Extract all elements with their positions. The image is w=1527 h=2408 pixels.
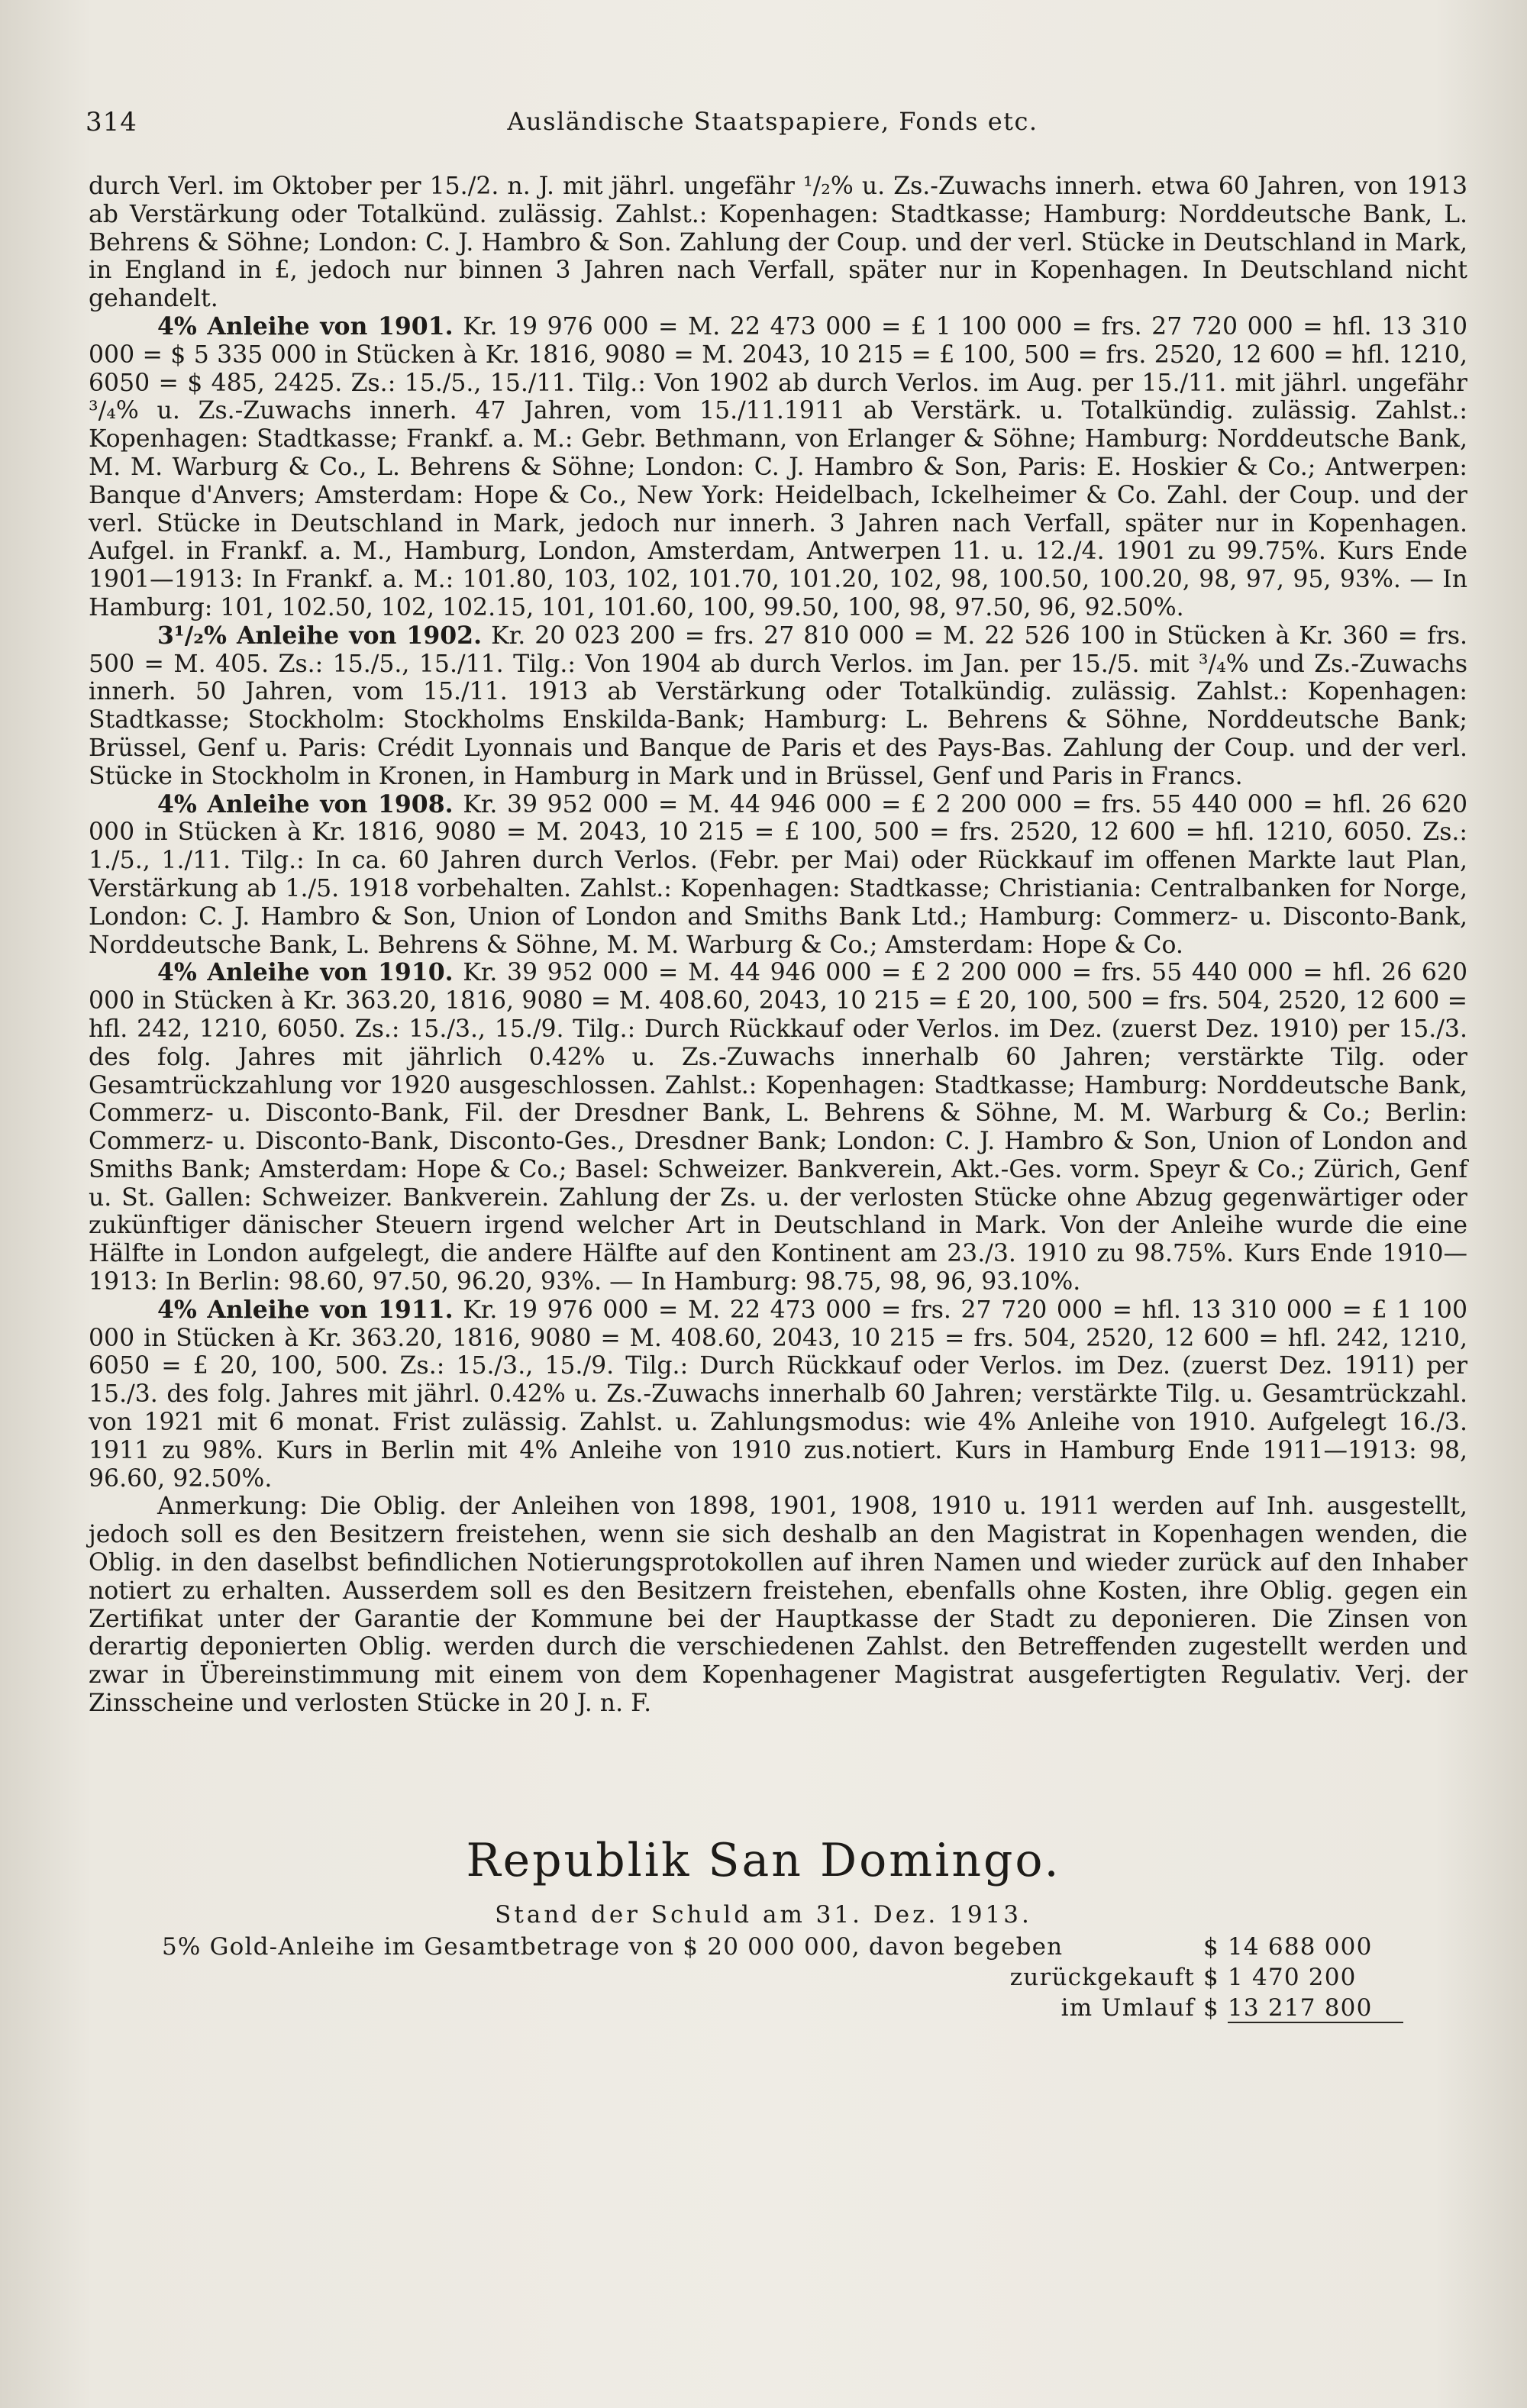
loan-1908-heading: 4% Anleihe von 1908. (157, 789, 454, 818)
loan-1911-text: Kr. 19 976 000 = M. 22 473 000 = frs. 27 720 000 = hfl. 13 310 000 = £ 1 100 000 in Stücken à Kr. 363.20, 1816, 9080 = M. 408.60, 2043, 10 215 = frs. 504, 2520, 12 600 = hfl. 242, 1210, 6050 = £ 20, 100, 500. Zs.: 15./3., 15./9. Tilg.: Durch Rückkauf oder Verlos. im Dez. (zuerst Dez. 1911) per 15./3. des folg. Jahres mit jährl. 0.42% u. Zs.-Zuwachs innerhalb 60 Jahren; verstärkte Tilg. u. Gesamtrückzahl. von 1921 mit 6 monat. Frist zulässig. Zahlst. u. Zahlungsmodus: wie 4% Anleihe von 1910. Aufgelegt 16./3. 1911 zu 98%. Kurs in Berlin mit 4% Anleihe von 1910 zus.notiert. Kurs in Hamburg Ende 1911—1913: 98, 96.60, 92.50%. (89, 1296, 1467, 1493)
ledger-row-repurchased (1010, 1964, 1403, 1991)
loan-1908-text: Kr. 39 952 000 = M. 44 946 000 = £ 2 200 000 = frs. 55 440 000 = hfl. 26 620 000 in Stücken à Kr. 1816, 9080 = M. 2043, 10 215 = £ 100, 500 = frs. 2520, 12 600 = hfl. 1210, 6050. Zs.: 1./5., 1./11. Tilg.: In ca. 60 Jahren durch Verlos. (Febr. per Mai) oder Rückkauf im offenen Markte laut Plan, Verstärkung ab 1./5. 1918 vorbehalten. Zahlst.: Kopenhagen: Stadtkasse; Christiania: Centralbanken for Norge, London: C. J. Hambro & Son, Union of London and Smiths Bank Ltd.; Hamburg: Commerz- u. Disconto-Bank, Norddeutsche Bank, L. Behrens & Söhne, M. M. Warburg & Co.; Amsterdam: Hope & Co. (89, 790, 1467, 959)
loan-1901-paragraph (89, 313, 1467, 622)
gold-loan-line: 5% Gold-Anleihe im Gesamtbetrage von $ 20 000 000, davon begeben (162, 1933, 1064, 1961)
running-title: Ausländische Staatspapiere, Fonds etc. (507, 107, 1038, 136)
ledger-amount: 13 217 800 (1228, 1994, 1403, 2023)
loan-1910-paragraph (89, 959, 1467, 1296)
ledger-currency: $ (1203, 1933, 1219, 1961)
loan-1902-paragraph (89, 622, 1467, 791)
section-title: Republik San Domingo. (466, 1834, 1061, 1887)
ledger-row-outstanding (1061, 1994, 1403, 2023)
loan-1902-heading: 3¹/₂% Anleihe von 1902. (157, 621, 483, 650)
loan-1908-paragraph (89, 791, 1467, 960)
loan-1911-heading: 4% Anleihe von 1911. (157, 1295, 454, 1324)
remark-paragraph: Anmerkung: Die Oblig. der Anleihen von 1898, 1901, 1908, 1910 u. 1911 werden auf Inh. ausgestellt, jedoch soll es den Besitzern freistehen, wenn sie sich deshalb an den Magistrat in Kopenhagen wenden, die Oblig. in den daselbst befindlichen Notierungsprotokollen auf ihren Namen und wieder zurück auf den Inhaber notiert zu erhalten. Ausserdem soll es den Besitzern freistehen, ebenfalls ohne Kosten, ihre Oblig. gegen ein Zertifikat unter der Garantie der Kommune bei der Hauptkasse der Stadt zu deponieren. Die Zinsen von derartig deponierten Oblig. werden durch die verschiedenen Zahlst. den Betreffenden zugestellt werden und zwar in Übereinstimmung mit einem von dem Kopenhagener Magistrat ausgefertigten Regulativ. Verj. der Zinsscheine und verlosten Stücke in 20 J. n. F. (89, 1493, 1467, 1718)
loan-1902-text: Kr. 20 023 200 = frs. 27 810 000 = M. 22 526 100 in Stücken à Kr. 360 = frs. 500 = M. 405. Zs.: 15./5., 15./11. Tilg.: Von 1904 ab durch Verlos. im Jan. per 15./5. mit ³/₄% und Zs.-Zuwachs innerh. 50 Jahren, vom 15./11. 1913 ab Verstärkung oder Totalkündig. zulässig. Zahlst.: Kopenhagen: Stadtkasse; Stockholm: Stockholms Enskilda-Bank; Hamburg: L. Behrens & Söhne, Norddeutsche Bank; Brüssel, Genf u. Paris: Crédit Lyonnais und Banque de Paris et des Pays-Bas. Zahlung der Coup. und der verl. Stücke in Stockholm in Kronen, in Hamburg in Mark und in Brüssel, Genf und Paris in Francs. (89, 621, 1467, 790)
page-header (86, 107, 1460, 153)
ledger-currency: $ (1203, 1964, 1219, 1991)
intro-paragraph: durch Verl. im Oktober per 15./2. n. J. mit jährl. ungefähr ¹/₂% u. Zs.-Zuwachs innerh. etwa 60 Jahren, von 1913 ab Verstärkung oder Totalkünd. zulässig. Zahlst.: Kopenhagen: Stadtkasse; Hamburg: Norddeutsche Bank, L. Behrens & Söhne; London: C. J. Hambro & Son. Zahlung der Coup. und der verl. Stücke in Deutschland in Mark, in England in £, jedoch nur binnen 3 Jahren nach Verfall, später nur in Kopenhagen. In Deutschland nicht gehandelt. (89, 173, 1467, 313)
ledger-amount: 1 470 200 (1228, 1964, 1357, 1991)
ledger-label: zurückgekauft (1009, 1964, 1195, 1991)
ledger-label: im Umlauf (1061, 1994, 1195, 2022)
ledger-amount: 14 688 000 (1228, 1933, 1373, 1961)
page-number: 314 (86, 107, 137, 137)
section-subtitle: Stand der Schuld am 31. Dez. 1913. (495, 1901, 1032, 1929)
main-text (89, 173, 1467, 1718)
loan-1901-heading: 4% Anleihe von 1901. (157, 311, 454, 341)
loan-1910-heading: 4% Anleihe von 1910. (157, 958, 454, 987)
ledger-row-issued (1203, 1933, 1403, 1961)
loan-1910-text: Kr. 39 952 000 = M. 44 946 000 = £ 2 200 000 = frs. 55 440 000 = hfl. 26 620 000 in Stücken à Kr. 363.20, 1816, 9080 = M. 408.60, 2043, 10 215 = £ 20, 100, 500 = frs. 504, 2520, 12 600 = hfl. 242, 1210, 6050. Zs.: 15./3., 15./9. Tilg.: Durch Rückkauf oder Verlos. im Dez. (zuerst Dez. 1910) per 15./3. des folg. Jahres mit jährlich 0.42% u. Zs.-Zuwachs innerhalb 60 Jahren; verstärkte Tilg. oder Gesamtrückzahlung vor 1920 ausgeschlossen. Zahlst.: Kopenhagen: Stadtkasse; Hamburg: Norddeutsche Bank, Commerz- u. Disconto-Bank, Fil. der Dresdner Bank, L. Behrens & Söhne, M. M. Warburg & Co.; Berlin: Commerz- u. Disconto-Bank, Disconto-Ges., Dresdner Bank; London: C. J. Hambro & Son, Union of London and Smiths Bank; Amsterdam: Hope & Co.; Basel: Schweizer. Bankverein, Akt.-Ges. vorm. Speyr & Co.; Zürich, Genf u. St. Gallen: Schweizer. Bankverein. Zahlung der Zs. u. der verlosten Stücke ohne Abzug gegenwärtiger oder zukünftiger dänischer Steuern irgend welcher Art in Deutschland in Mark. Von der Anleihe wurde die eine Hälfte in London aufgelegt, die andere Hälfte auf den Kontinent am 23./3. 1910 zu 98.75%. Kurs Ende 1910—1913: In Berlin: 98.60, 97.50, 96.20, 93%. — In Hamburg: 98.75, 98, 96, 93.10%. (89, 959, 1467, 1296)
loan-1911-paragraph (89, 1296, 1467, 1493)
loan-1901-text: Kr. 19 976 000 = M. 22 473 000 = £ 1 100 000 = frs. 27 720 000 = hfl. 13 310 000 = $ 5 335 000 in Stücken à Kr. 1816, 9080 = M. 2043, 10 215 = £ 100, 500 = frs. 2520, 12 600 = hfl. 1210, 6050 = $ 485, 2425. Zs.: 15./5., 15./11. Tilg.: Von 1902 ab durch Verlos. im Aug. per 15./11. mit jährl. ungefähr ³/₄% u. Zs.-Zuwachs innerh. 47 Jahren, vom 15./11.1911 ab Verstärk. u. Totalkündig. zulässig. Zahlst.: Kopenhagen: Stadtkasse; Frankf. a. M.: Gebr. Bethmann, von Erlanger & Söhne; Hamburg: Norddeutsche Bank, M. M. Warburg & Co., L. Behrens & Söhne; London: C. J. Hambro & Son, Paris: E. Hoskier & Co.; Antwerpen: Banque d'Anvers; Amsterdam: Hope & Co., New York: Heidelbach, Ickelheimer & Co. Zahl. der Coup. und der verl. Stücke in Deutschland in Mark, jedoch nur innerh. 3 Jahren nach Verfall, später nur in Kopenhagen. Aufgel. in Frankf. a. M., Hamburg, London, Amsterdam, Antwerpen 11. u. 12./4. 1901 zu 99.75%. Kurs Ende 1901—1913: In Frankf. a. M.: 101.80, 103, 102, 101.70, 101.20, 102, 98, 100.50, 100.20, 98, 97, 95, 93%. — In Hamburg: 101, 102.50, 102, 102.15, 101, 101.60, 100, 99.50, 100, 98, 97.50, 96, 92.50%. (89, 312, 1467, 621)
ledger-currency: $ (1203, 1994, 1219, 2022)
